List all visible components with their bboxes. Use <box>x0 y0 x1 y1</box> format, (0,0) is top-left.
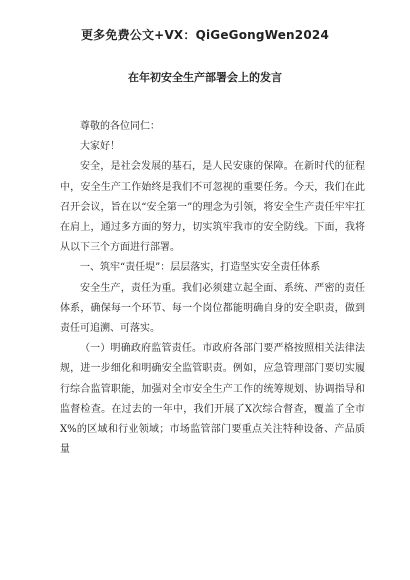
document-title: 在年初安全生产部署会上的发言 <box>128 71 282 84</box>
paragraph-responsibility: 安全生产，责任为重。我们必须建立起全面、系统、严密的责任体系，确保每一个环节、每一个岗位都能明确自身的安全职责，做到责任可追溯、可落实。 <box>60 282 365 335</box>
paragraph-government-supervision: （一）明确政府监管责任。市政府各部门要严格按照相关法律法规，进一步细化和明确安全监管职责。例如，应急管理部门要切实履行综合监管职能，加强对全市安全生产工作的统筹规划、协调指导和监督检查。在过去的一年中，我们开展了X次综合督查，覆盖了全市X%的区域和行业领域；市场监管部门要重点关注特种设备、产品质量 <box>60 343 365 456</box>
document-body <box>60 117 365 460</box>
salutation: 尊敬的各位同仁： <box>80 121 160 132</box>
paragraph-intro: 安全，是社会发展的基石，是人民安康的保障。在新时代的征程中，安全生产工作始终是我们不可忽视的重要任务。今天，我们在此召开会议，旨在以“安全第一”的理念为引领，将安全生产责任牢牢扛在肩上，通过多方面的努力，切实筑牢我市的安全防线。下面，我将从以下三个方面进行部署。 <box>60 161 365 254</box>
section-heading-1: 一、筑牢“责任堤”：层层落实，打造坚实安全责任体系 <box>80 262 321 274</box>
greeting: 大家好！ <box>80 141 120 153</box>
watermark-header: 更多免费公文+VX：QiGeGongWen2024 <box>80 28 329 42</box>
